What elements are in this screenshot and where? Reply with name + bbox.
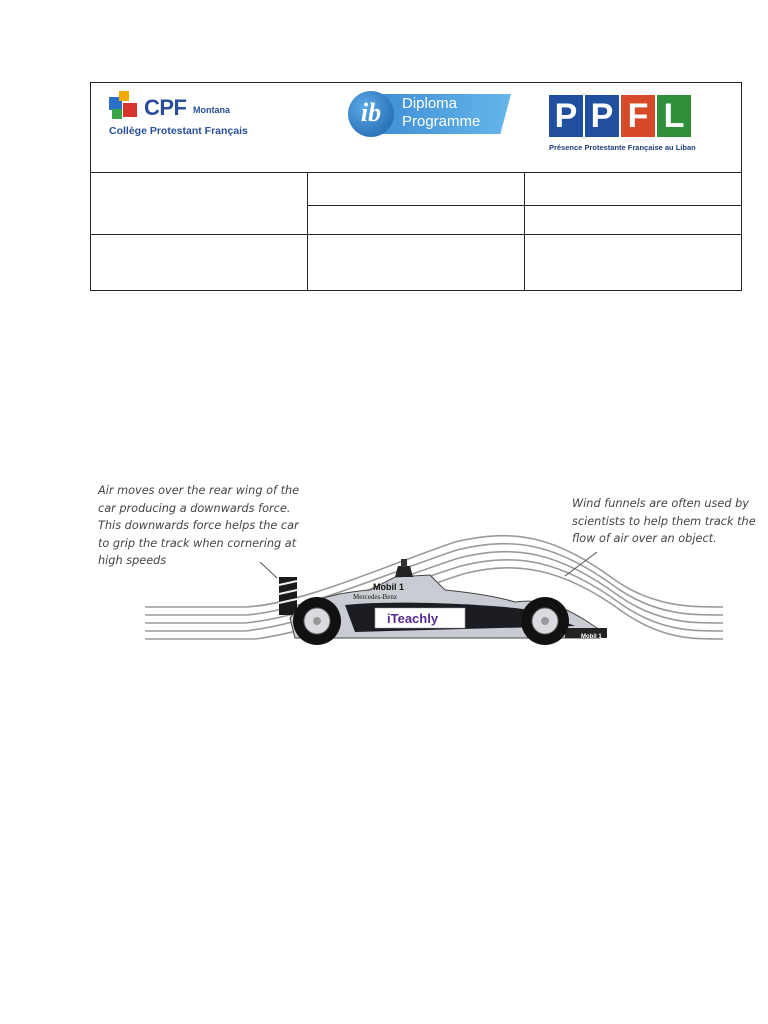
- cpf-logo-city: Montana: [193, 105, 230, 115]
- info-cell[interactable]: [308, 235, 525, 291]
- info-cell[interactable]: [525, 173, 742, 206]
- rear-wing-caption: Air moves over the rear wing of the car producing a downwards force. This downwards force helps the car to grip the track when cornering at high speeds: [98, 484, 300, 567]
- cpf-squares-icon: [109, 91, 139, 121]
- rear-wing: [279, 577, 297, 615]
- info-cell[interactable]: [525, 206, 742, 235]
- name-cell[interactable]: [91, 173, 308, 235]
- ppfl-letter: F: [621, 95, 655, 137]
- f1-car: [290, 559, 607, 645]
- info-cell[interactable]: [308, 173, 525, 206]
- ppfl-logo: [549, 95, 719, 165]
- car-brand-text: iTeachly: [387, 611, 439, 626]
- wind-funnel-caption: Wind funnels are often used by scientists to help them track the flow of air over an object.: [572, 497, 756, 545]
- info-cell[interactable]: [525, 235, 742, 291]
- cpf-logo: [109, 91, 249, 141]
- ib-logo-line2: Programme: [402, 113, 481, 130]
- ib-logo: [348, 91, 513, 139]
- ib-logo-circle-icon: ib: [348, 91, 394, 137]
- logos-row: [91, 83, 742, 173]
- f1-airflow-diagram: [95, 480, 755, 655]
- car-sponsor-text: Mobil 1: [373, 582, 404, 592]
- cpf-logo-name: CPF: [144, 95, 187, 120]
- info-cell[interactable]: [91, 235, 308, 291]
- car-rear-sponsor-text: Mobil 1: [581, 634, 602, 640]
- car-team-text: Mercedes-Benz: [353, 593, 397, 601]
- cpf-logo-subtitle: Collège Protestant Français: [109, 125, 248, 137]
- header-table: [90, 82, 742, 291]
- ppfl-letter: L: [657, 95, 691, 137]
- ppfl-logo-subtitle: Présence Protestante Française au Liban: [549, 143, 696, 152]
- ppfl-letter: P: [549, 95, 583, 137]
- ppfl-letter: P: [585, 95, 619, 137]
- info-cell[interactable]: [308, 206, 525, 235]
- ib-logo-line1: Diploma: [402, 95, 458, 112]
